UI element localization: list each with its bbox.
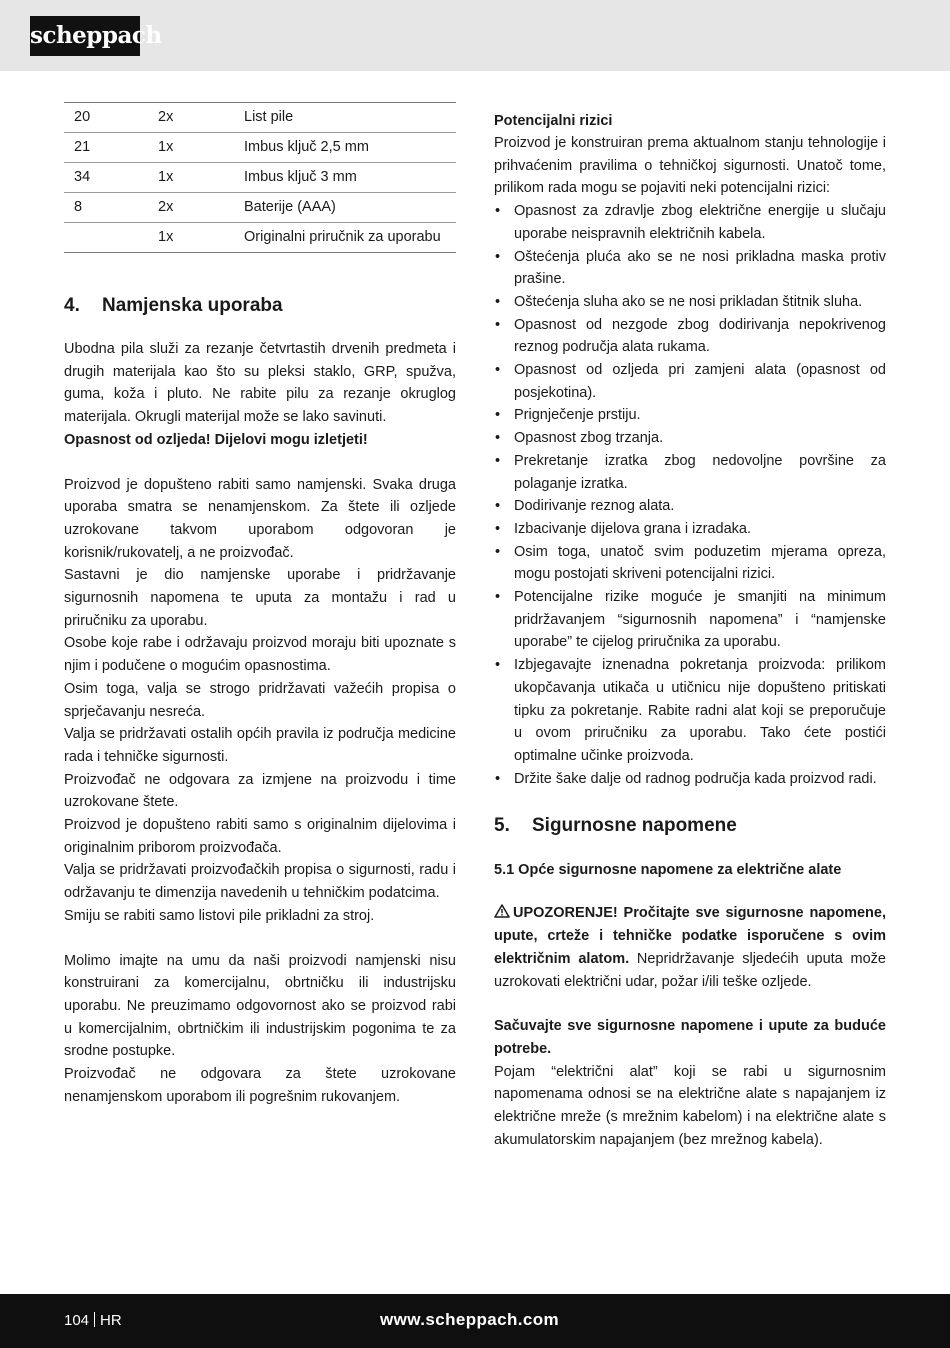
paragraph: Proizvod je dopušteno rabiti samo s originalnim dijelovima i originalnim priborom proizvođača. (64, 817, 456, 856)
subsection-heading: 5.1 Opće sigurnosne napomene za električne alate (494, 862, 842, 879)
list-item: • Opasnost od ozljeda pri zamjeni alata (opasnost od posjekotina). (494, 359, 886, 404)
warning-triangle-icon (494, 903, 510, 917)
paragraph: Proizvod je dopušteno rabiti samo namjenski. Svaka druga uporaba smatra se nenamjenskom. Za štete ili ozljede uzrokovane takvom uporabom odgovoran je korisnik/rukovatelj, a ne proizvođač. (64, 476, 456, 561)
language-code: HR (100, 1312, 122, 1329)
list-item: • Opasnost od nezgode zbog dodirivanja nepokrivenog reznog područja alata rukama. (494, 314, 886, 359)
list-item: • Prignječenje prstiju. (494, 404, 886, 427)
table-row (64, 193, 456, 223)
table-row (64, 163, 456, 193)
part-name: Imbus ključ 3 mm (234, 163, 456, 193)
keep-instructions-heading: Sačuvajte sve sigurnosne napomene i upute za buduće potrebe. (494, 1018, 886, 1057)
keep-instructions-text: Pojam “električni alat” koji se rabi u sigurnosnim napomenama odnosi se na električne alate s napajanjem iz električne mreže (s mrežnim kabelom) i na električne alate s akumulatorskim napajanjem (bez mrežnog kabela). (494, 1063, 886, 1148)
website-link[interactable]: www.scheppach.com (380, 1310, 560, 1329)
list-item: • Izbjegavajte iznenadna pokretanja proizvoda: prilikom ukopčavanja utikača u utičnicu nije dopušteno pritiskati tipku za pokretanje. Rabite radni alat koji se preporučuje u ovom priručniku za uporabu. Tako ćete postići optimalne učinke proizvoda. (494, 654, 886, 768)
list-item: • Dodirivanje reznog alata. (494, 495, 886, 518)
paragraph: Valja se pridržavati ostalih općih pravila iz područja medicine rada i tehničke sigurnosti. (64, 726, 456, 765)
list-item: • Potencijalne rizike moguće je smanjiti na minimum pridržavanjem “sigurnosnih napomena” i “namjenske uporabe” te cijelog priručnika za uporabu. (494, 586, 886, 654)
part-quantity: 2x (148, 193, 234, 223)
part-quantity: 1x (148, 163, 234, 193)
paragraph: Osobe koje rabe i održavaju proizvod moraju biti upoznate s njim i podučene o mogućim opasnostima. (64, 635, 456, 675)
paragraph: Sastavni je dio namjenske uporabe i pridržavanje sigurnosnih napomena te uputa za montažu i rad u priručniku za uporabu. (64, 567, 456, 629)
paragraph: Proizvođač ne odgovara za izmjene na proizvodu i time uzrokovane štete. (64, 771, 456, 811)
page-number: 104 (64, 1312, 90, 1329)
section-number: 4. (64, 295, 80, 316)
separator (94, 1312, 95, 1327)
part-name: Originalni priručnik za uporabu (244, 229, 441, 245)
part-name: Baterije (AAA) (234, 193, 456, 223)
part-position: 34 (64, 163, 148, 193)
table-row (64, 223, 456, 253)
part-quantity: 2x (148, 103, 234, 133)
section-number: 5. (494, 815, 510, 837)
table-row (64, 103, 456, 133)
list-item: • Opasnost za zdravlje zbog električne energije u slučaju uporabe neispravnih električnih kabela. (494, 200, 886, 245)
right-column (494, 110, 886, 1151)
footer-bar (0, 1294, 950, 1348)
warning-bold-text: UPOZORENJE! Pročitajte sve sigurnosne napomene, upute, crteže i tehničke podatke isporučene s ovim električnim alatom. (494, 905, 886, 967)
list-item: • Oštećenja sluha ako se ne nosi prikladan štitnik sluha. (494, 291, 886, 314)
part-name: Imbus ključ 2,5 mm (234, 133, 456, 163)
part-name: List pile (234, 103, 456, 133)
list-item: • Oštećenja pluća ako se ne nosi prikladna maska protiv prašine. (494, 246, 886, 291)
section-4-heading (64, 293, 456, 319)
part-quantity: 1x (148, 133, 234, 163)
parts-table (64, 102, 456, 253)
risks-list (494, 200, 886, 790)
paragraph: Proizvođač ne odgovara za štete uzrokovane nenamjenskom uporabom ili pogrešnim rukovanjem. (64, 1066, 456, 1105)
paragraph: Valja se pridržavati proizvođačkih propisa o sigurnosti, radu i održavanju te dimenzija navedenih u tehničkim podatcima. (64, 862, 456, 902)
intended-use-paragraph: Ubodna pila služi za rezanje četvrtastih drvenih predmeta i drugih materijala kao što su pleksi staklo, GRP, spužva, guma, koža i pluto. Ne rabite pilu za rezanje okruglog materijala. Okrugli materijal može se lako savinuti. (64, 341, 456, 426)
safety-warning-paragraph (494, 902, 886, 993)
section-title: Namjenska uporaba (102, 295, 283, 316)
list-item: • Izbacivanje dijelova grana i izradaka. (494, 518, 886, 541)
section-5-heading (494, 813, 886, 839)
brand-logo: scheppach (30, 16, 140, 56)
header-bar (0, 0, 950, 71)
injury-warning: Opasnost od ozljeda! Dijelovi mogu izletjeti! (64, 431, 368, 448)
left-column (64, 102, 456, 1109)
part-quantity: 1x (158, 229, 174, 245)
part-position (64, 223, 148, 253)
list-item: • Osim toga, unatoč svim poduzetim mjerama opreza, mogu postojati skriveni potencijalni rizici. (494, 541, 886, 586)
table-row (64, 133, 456, 163)
risks-intro: Proizvod je konstruiran prema aktualnom stanju tehnologije i prihvaćenim pravilima o tehničkoj sigurnosti. Unatoč tome, prilikom rada mogu se pojaviti neki potencijalni rizici: (494, 135, 886, 197)
paragraph: Molimo imajte na umu da naši proizvodi namjenski nisu konstruirani za komercijalnu, obrtničku ili industrijsku uporabu. Ne preuzimamo odgovornost ako se proizvod rabi u komercijalnim, obrtničkim ili industrijskim pogonima te za srodne postupke. (64, 952, 456, 1060)
paragraph: Osim toga, valja se strogo pridržavati važećih propisa o sprječavanju nesreća. (64, 680, 456, 720)
part-position: 20 (64, 103, 148, 133)
list-item: • Držite šake dalje od radnog područja kada proizvod radi. (494, 768, 886, 791)
paragraph: Smiju se rabiti samo listovi pile prikladni za stroj. (64, 907, 375, 924)
part-position: 21 (64, 133, 148, 163)
warning-text: Nepridržavanje sljedećih uputa može uzrokovati električni udar, požar i/ili teške ozljede. (494, 950, 886, 990)
section-title: Sigurnosne napomene (532, 815, 737, 837)
list-item: • Prekretanje izratka zbog nedovoljne površine za polaganje izratka. (494, 450, 886, 495)
risks-heading: Potencijalni rizici (494, 113, 613, 129)
list-item: • Opasnost zbog trzanja. (494, 427, 886, 450)
part-position: 8 (64, 193, 148, 223)
page-indicator (64, 1310, 122, 1332)
